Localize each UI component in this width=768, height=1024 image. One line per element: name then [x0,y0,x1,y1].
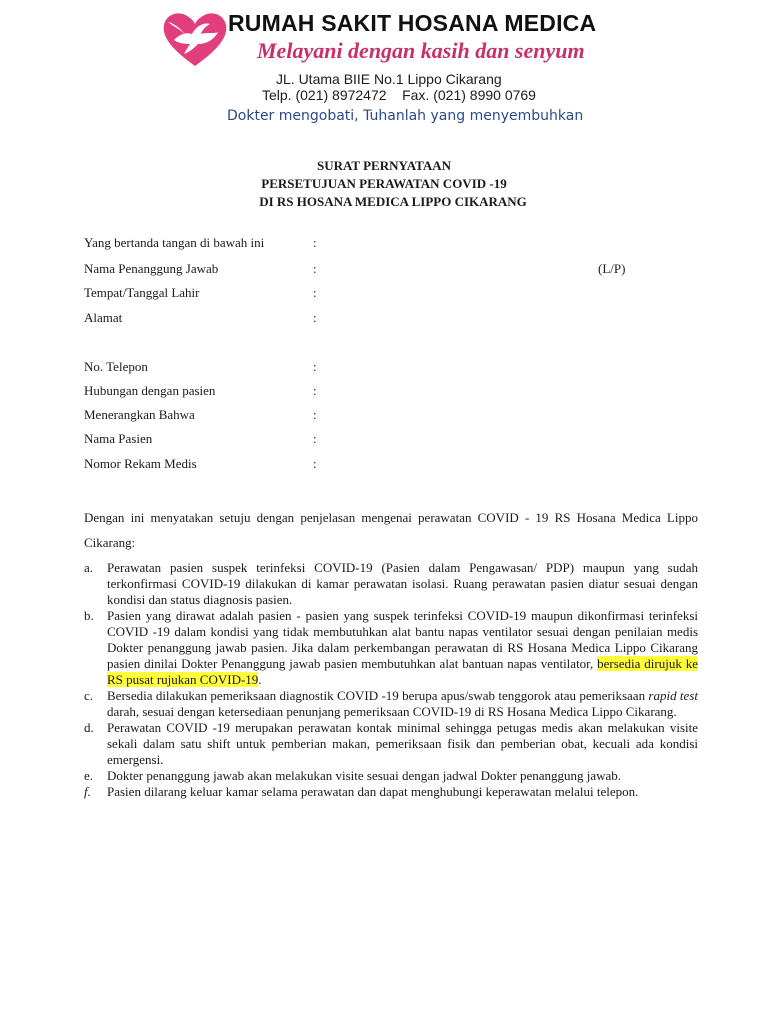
document-title [0,157,768,211]
field-colon: : [313,383,317,398]
field-colon: : [313,359,317,374]
clause-e [84,768,698,784]
field-colon: : [313,407,317,422]
letterhead [0,0,768,135]
hospital-tagline: Melayani dengan kasih dan senyum [257,38,585,63]
clause-text: Perawatan COVID -19 merupakan perawatan kontak minimal sehingga petugas medis akan melakukan visite sekali dalam satu shift untuk pemberian makan, pemeriksaan fisik dan pemberian obat, kecuali ada kondisi emergensi. [107,720,698,767]
field-label: Hubungan dengan pasien [84,383,216,398]
field-colon: : [313,285,317,300]
clause-letter: f. [84,784,91,799]
field-label: Menerangkan Bahwa [84,407,195,422]
field-colon: : [313,310,317,325]
clause-letter: d. [84,720,94,735]
title-line-2: PERSETUJUAN PERAWATAN COVID -19 [261,176,507,191]
clause-f [84,784,698,800]
hospital-motto [227,108,583,124]
clause-text-cont: darah, sesuai dengan ketersediaan penunjang pemeriksaan COVID-19 di RS Hosana Medica Lippo Cikarang. [107,704,677,719]
clause-list [84,560,698,800]
clause-text: Pasien dilarang keluar kamar selama perawatan dan dapat menghubungi keperawatan melalui telepon. [107,784,639,799]
clause-c [84,688,698,720]
clause-end: . [258,672,262,687]
motto-part-2: Tuhanlah yang menyembuhkan [363,108,584,124]
clause-d [84,720,698,768]
field-label: Yang bertanda tangan di bawah ini [84,235,265,250]
hospital-address: JL. Utama BIIE No.1 Lippo Cikarang [276,71,502,87]
clause-a [84,560,698,608]
highlighted-referral-text: bersedia dirujuk ke RS pusat rujukan COVID-19 [107,656,698,687]
heart-dove-logo-icon [162,10,228,68]
clause-letter: a. [84,560,94,575]
field-label: Alamat [84,310,123,325]
field-label: Nama Penanggung Jawab [84,261,219,276]
gender-option: (L/P) [598,261,626,276]
clause-text: Bersedia dilakukan pemeriksaan diagnostik COVID -19 berupa apus/swab tenggorok atau pemeriksaan [107,688,649,703]
rapid-test-term: rapid test [648,688,698,703]
clause-text: Pasien yang dirawat adalah pasien - pasien yang suspek terinfeksi COVID-19 maupun dikonfirmasi terinfeksi COVID -19 dalam kondisi yang tidak membutuhkan alat bantu napas ventilator sesuai dengan penilaian medis Dokter penanggung jawab pasien. Jika dalam perkembangan perawatan di RS Hosana Medica Lippo Cikarang pasien dinilai Dokter Penanggung jawab pasien membutuhkan alat bantuan napas ventilator, [107,608,698,671]
hospital-name: RUMAH SAKIT HOSANA MEDICA [228,10,597,36]
field-colon: : [313,261,317,276]
title-line-1: SURAT PERNYATAAN [317,158,451,173]
field-label: Nama Pasien [84,431,153,446]
field-colon: : [313,235,317,250]
clause-letter: e. [84,768,94,783]
field-label: No. Telepon [84,359,148,374]
intro-paragraph: Dengan ini menyatakan setuju dengan penjelasan mengenai perawatan COVID - 19 RS Hosana Medica Lippo Cikarang: [84,510,698,550]
field-label: Nomor Rekam Medis [84,456,197,471]
field-colon: : [313,431,317,446]
motto-part-1: Dokter mengobati, [227,108,364,124]
hospital-phone-fax: Telp. (021) 8972472 Fax. (021) 8990 0769 [262,87,536,103]
title-line-3: DI RS HOSANA MEDICA LIPPO CIKARANG [259,194,527,209]
clause-b [84,608,698,688]
field-colon: : [313,456,317,471]
field-label: Tempat/Tanggal Lahir [84,285,200,300]
clause-letter: b. [84,608,94,623]
clause-letter: c. [84,688,94,703]
clause-text: Perawatan pasien suspek terinfeksi COVID-19 (Pasien dalam Pengawasan/ PDP) maupun yang sudah terkonfirmasi COVID-19 dilakukan di kamar perawatan isolasi. Ruang perawatan pasien diatur sesuai dengan kondisi dan status diagnosis pasien. [107,560,698,607]
clause-text: Dokter penanggung jawab akan melakukan visite sesuai dengan jadwal Dokter penanggung jawab. [107,768,622,783]
